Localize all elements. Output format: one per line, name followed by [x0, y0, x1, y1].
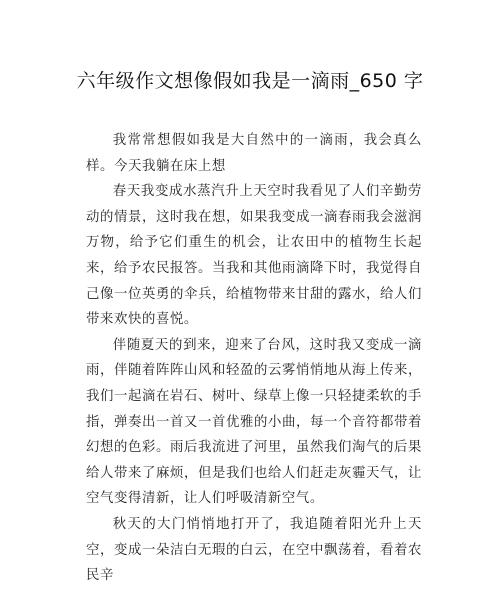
paragraph: 秋天的大门悄悄地打开了，我追随着阳光升上天空，变成一朵洁白无瑕的白云，在空中飘荡着，看着农民辛: [86, 516, 422, 584]
paragraph: 伴随夏天的到来，迎来了台风，这时我又变成一滴雨，伴随着阵阵山风和轻盈的云雾悄悄地从海上传来，我们一起滴在岩石、树叶、绿草上像一只轻捷柔软的手指，弹奏出一首又一首优雅的小曲，每一个音符都带着幻想的色彩。雨后我流进了河里，虽然我们淘气的后果给人带来了麻烦，但是我们也给人们赶走灰霾天气，让空气变得清新，让人们呼吸清新空气。: [86, 337, 422, 507]
paragraph: 我常常想假如我是大自然中的一滴雨，我会真么样。今天我躺在床上想: [86, 133, 422, 174]
paragraph: 春天我变成水蒸汽升上天空时我看见了人们辛勤劳动的情景，这时我在想，如果我变成一滴春雨我会滋润万物，给予它们重生的机会，让农田中的植物生长起来，给予农民报答。当我和其他雨滴降下时，我觉得自己像一位英勇的伞兵，给植物带来甘甜的露水，给人们带来欢快的喜悦。: [86, 184, 422, 328]
document-body: [86, 128, 422, 589]
document-title: 六年级作文想像假如我是一滴雨_650 字: [76, 70, 424, 92]
